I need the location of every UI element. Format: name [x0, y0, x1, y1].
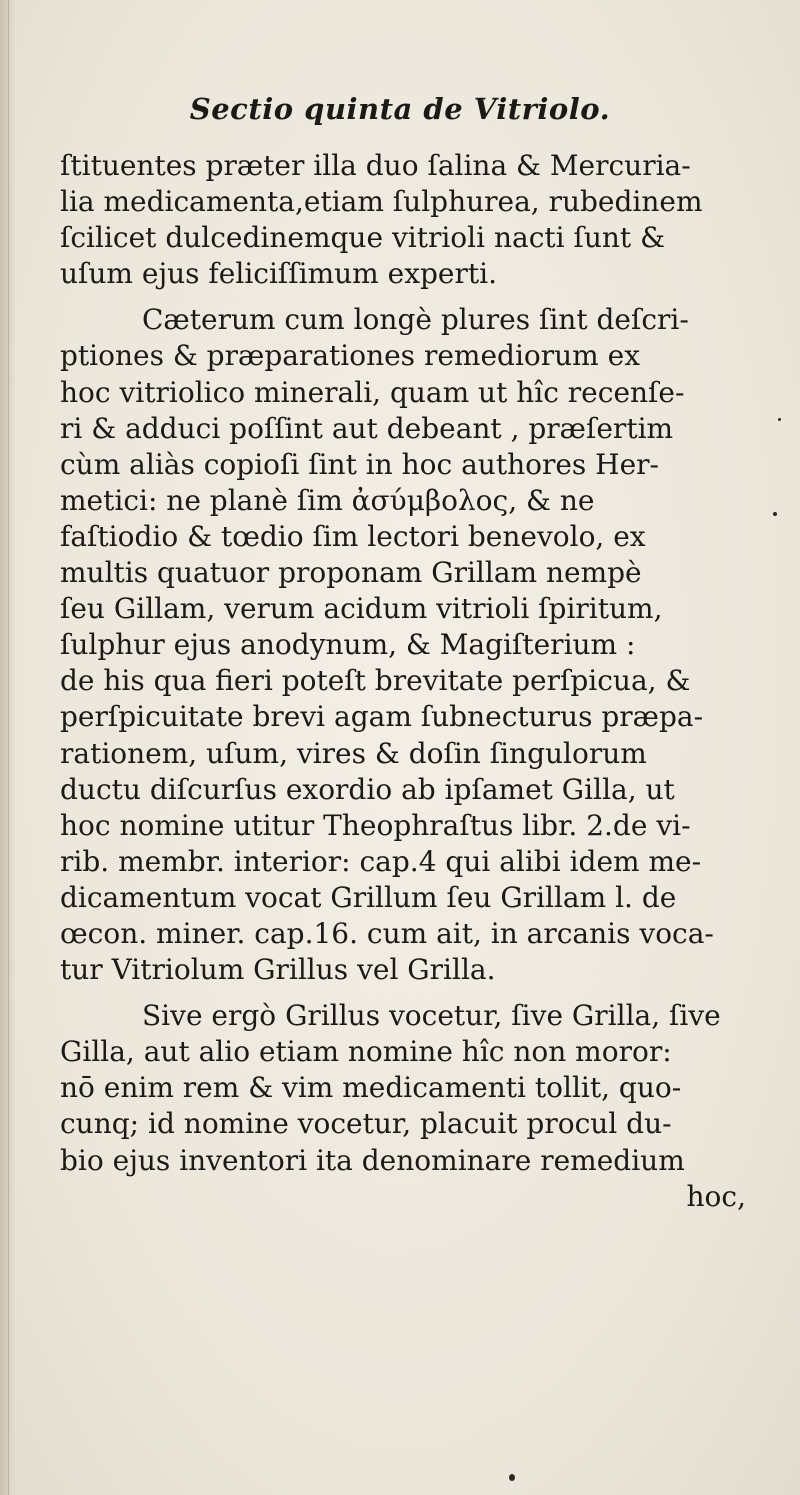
text-line: bio ejus inventori ita denominare remedium	[60, 1143, 685, 1177]
text-line: ſtituentes præter illa duo ſalina & Mercuria-	[60, 149, 691, 182]
text-line: cunq; id nomine vocetur, placuit procul du-	[60, 1107, 672, 1141]
text-line: rib. membr. interior: cap.4 qui alibi idem me-	[60, 844, 702, 878]
text-line: ſcilicet dulcedinemque vitrioli nacti ſunt &	[60, 221, 665, 255]
catchword: hoc,	[686, 1179, 746, 1213]
gutter-edge-line	[8, 0, 9, 1495]
text-line: metici: ne planè ſim ἀσύμβολος, & ne	[60, 483, 595, 517]
text-line: ptiones & præparationes remediorum ex	[60, 339, 640, 373]
text-line: cùm aliàs copioſi ſint in hoc authores Her-	[60, 447, 660, 481]
text-line: rationem, uſum, vires & doſin ſingulorum	[60, 736, 647, 770]
text-line: ri & adduci poſſint aut debeant , præſertim	[60, 411, 674, 445]
text-line: œcon. miner. cap.16. cum ait, in arcanis voca-	[60, 916, 714, 950]
text-line: uſum ejus feliciſſimum experti.	[60, 257, 497, 291]
text-line: dicamentum vocat Grillum ſeu Grillam l. de	[60, 880, 677, 914]
text-line: ſulphur ejus anodynum, & Magiſterium :	[60, 628, 636, 662]
text-line: faſtiodio & tœdio ſim lectori benevolo, ex	[60, 519, 646, 553]
text-line: de his qua fieri poteſt brevitate perſpicua, &	[60, 664, 691, 698]
text-line: lia medicamenta,etiam ſulphurea, rubedinem	[60, 185, 703, 219]
ink-speck	[773, 512, 777, 516]
ink-speck	[778, 418, 781, 421]
text-line: hoc nomine utitur Theophraſtus libr. 2.de vi-	[60, 808, 691, 842]
text-line: Sive ergò Grillus vocetur, ſive Grilla, ſive	[142, 999, 721, 1033]
text-line: multis quatuor proponam Grillam nempè	[60, 556, 642, 590]
text-line: ſeu Gillam, verum acidum vitrioli ſpiritum,	[60, 592, 663, 626]
ink-speck	[509, 1474, 515, 1481]
text-line: tur Vitriolum Grillus vel Grilla.	[60, 953, 496, 987]
text-line: Cæterum cum longè plures ſint deſcri-	[142, 303, 689, 337]
body-text	[60, 148, 786, 1215]
text-line: ductu diſcurſus exordio ab ipſamet Gilla, ut	[60, 772, 675, 806]
text-line: Gilla, aut alio etiam nomine hîc non moror:	[60, 1035, 672, 1069]
running-header: Sectio quinta de Vitriolo.	[189, 92, 611, 126]
text-line: hoc vitriolico minerali, quam ut hîc recenſe-	[60, 375, 685, 409]
text-line: perſpicuitate brevi agam ſubnecturus præpa-	[60, 700, 704, 734]
text-line: nō enim rem & vim medicamenti tollit, quo-	[60, 1071, 682, 1105]
